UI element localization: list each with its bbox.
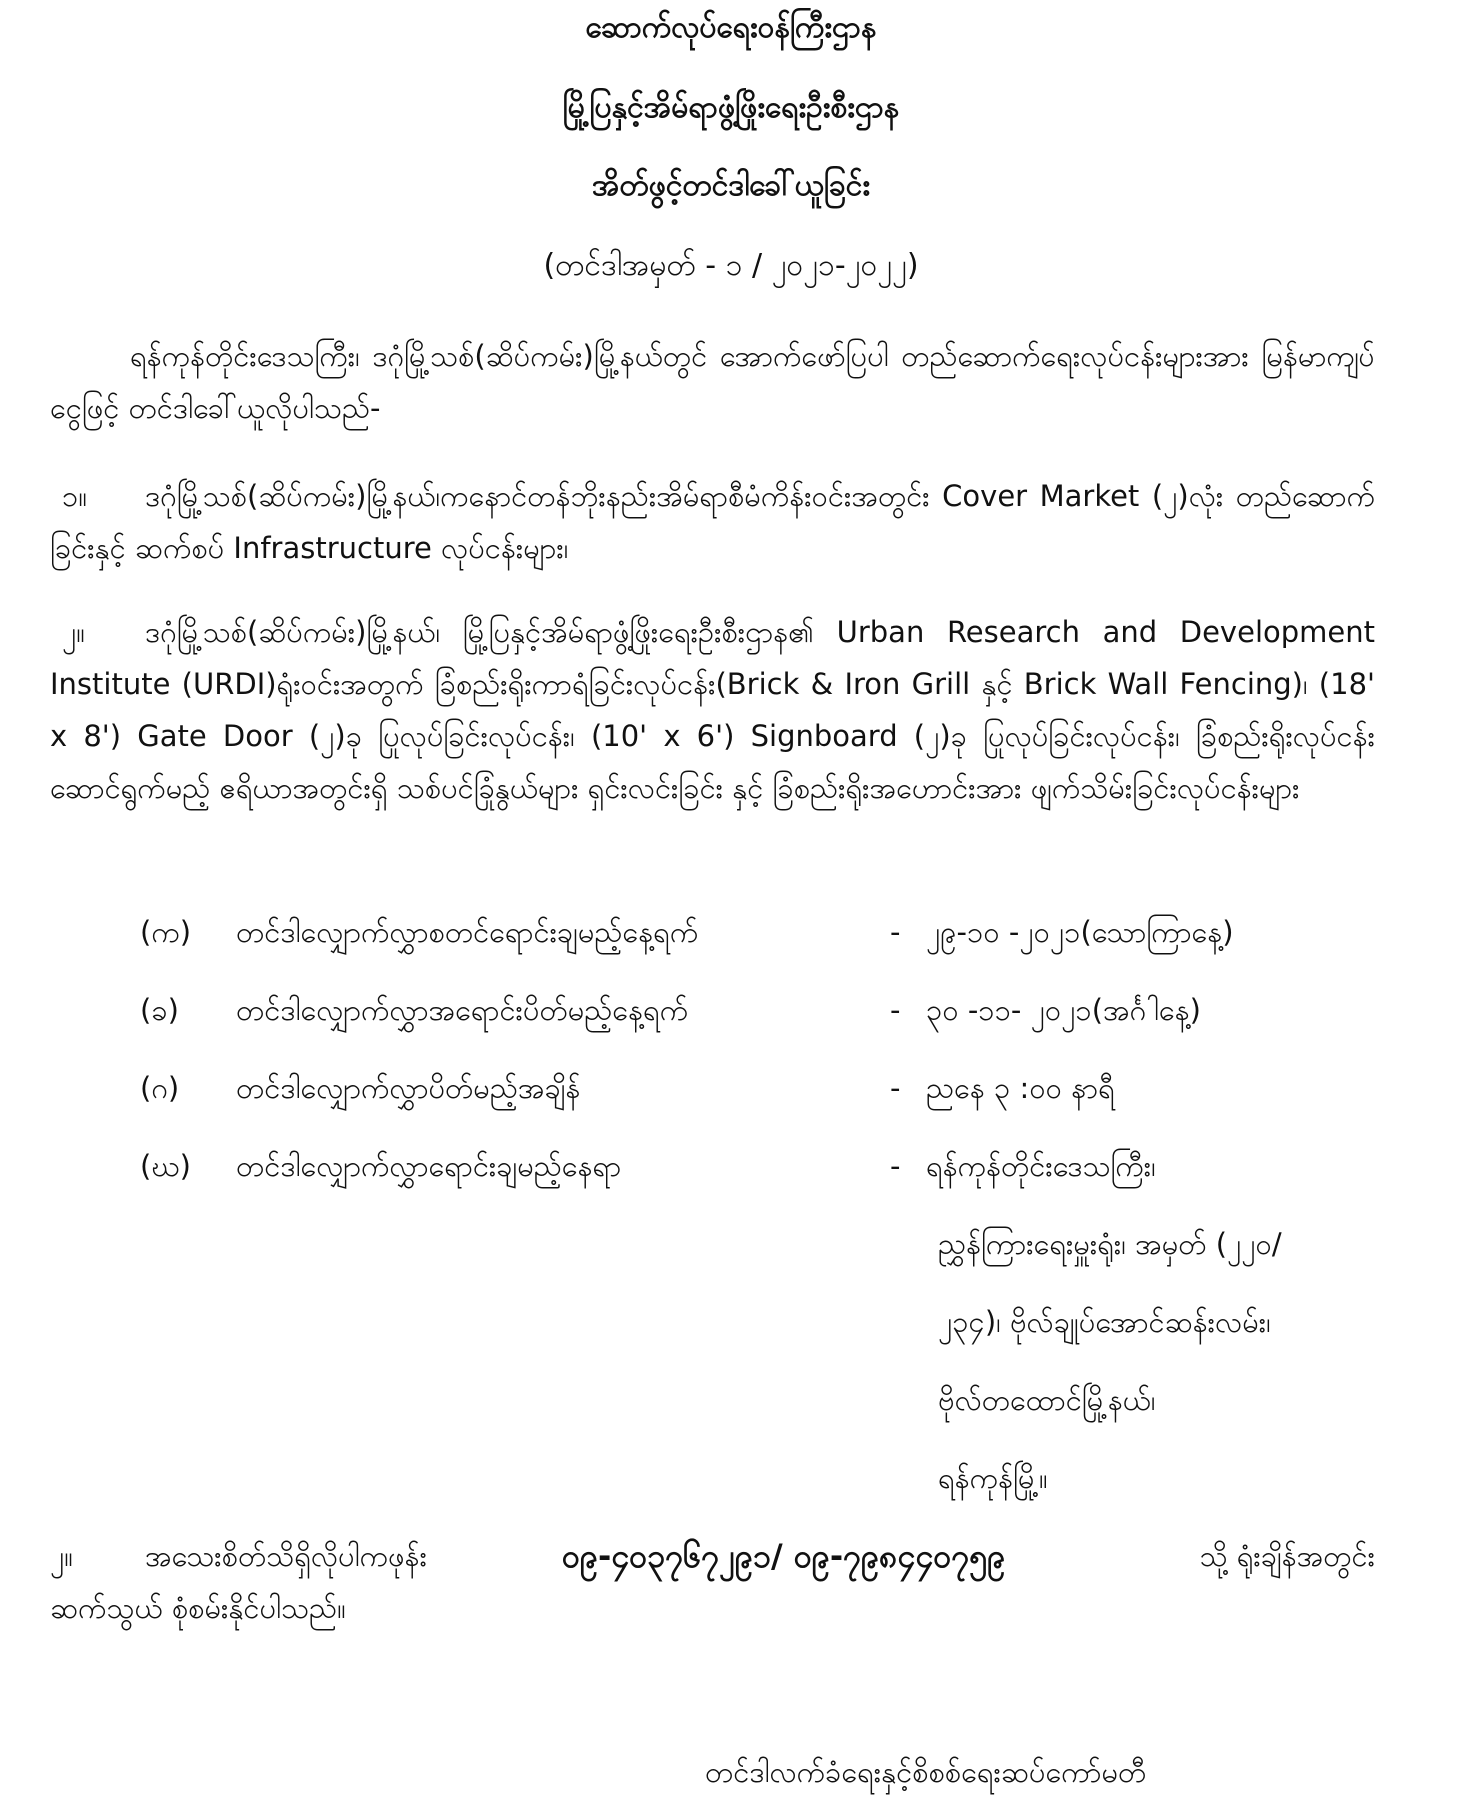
work-item-1 [50, 470, 1375, 574]
schedule-value: ညနေ ၃ :၀၀ နာရီ [926, 1071, 1115, 1105]
schedule-item-sale-place [140, 1140, 1380, 1192]
schedule-mark: (ဂ) [140, 1071, 180, 1105]
schedule-mark: (က) [140, 915, 192, 949]
work-item-number: ၁။ [62, 479, 88, 513]
schedule-value: ၂၉-၁၀ -၂၀၂၁(သောကြာနေ့) [926, 915, 1234, 949]
address-line: ၂၃၄)၊ ဗိုလ်ချုပ်အောင်ဆန်းလမ်း၊ [938, 1305, 1271, 1339]
schedule-item-close-time [140, 1062, 1380, 1114]
intro-paragraph: ရန်ကုန်တိုင်းဒေသကြီး၊ ဒဂုံမြို့သစ်(ဆိပ်ကမ်း)မြို့နယ်တွင် အောက်ဖော်ပြပါ တည်ဆောက်ရေးလုပ်ငန်းများအား မြန်မာကျပ်ငွေဖြင့် တင်ဒါခေါ်ယူလိုပါသည်- [50, 339, 1375, 425]
ministry-heading: ဆောက်လုပ်ရေးဝန်ကြီးဌာန [585, 10, 877, 45]
contact-number: ၂။ [50, 1539, 74, 1573]
contact-line-2-text: ဆက်သွယ် စုံစမ်းနိုင်ပါသည်။ [50, 1591, 346, 1625]
work-item-number: ၂။ [62, 615, 86, 649]
schedule-label: တင်ဒါလျှောက်လွှာရောင်းချမည့်နေရာ [236, 1149, 622, 1183]
department-heading: မြို့ပြနှင့်အိမ်ရာဖွံ့ဖြိုးရေးဦးစီးဌာန [562, 90, 900, 125]
contact-line-2 [50, 1582, 1375, 1634]
work-item-2 [50, 606, 1375, 814]
tender-number: (တင်ဒါအမှတ် - ၁ / ၂၀၂၁-၂၀၂၂) [543, 248, 919, 283]
schedule-dash: - [890, 993, 901, 1027]
address-line: ညွှန်ကြားရေးမှူးရုံး၊ အမှတ် (၂၂၀/ [938, 1227, 1282, 1261]
schedule-dash: - [890, 915, 901, 949]
work-item-text: ဒဂုံမြို့သစ်(ဆိပ်ကမ်း)မြို့နယ်၊ကနောင်တန်ဘိုးနည်းအိမ်ရာစီမံကိန်းဝင်းအတွင်း Cover Market (၂)လုံး တည်ဆောက်ခြင်းနှင့် ဆက်စပ် Infrastructure လုပ်ငန်းများ၊ [50, 479, 1375, 565]
schedule-dash: - [890, 1149, 901, 1183]
schedule-value: ၃၀ -၁၁- ၂၀၂၁(အင်္ဂါနေ့) [926, 993, 1201, 1027]
schedule-label: တင်ဒါလျှောက်လွှာအရောင်းပိတ်မည့်နေ့ရက် [236, 993, 689, 1027]
schedule-mark: (ဃ) [140, 1149, 191, 1183]
contact-label: အသေးစိတ်သိရှိလိုပါကဖုန်း [145, 1539, 427, 1573]
address-line: ရန်ကုန်မြို့။ [938, 1461, 1048, 1495]
schedule-label: တင်ဒါလျှောက်လွှာပိတ်မည့်အချိန် [236, 1071, 581, 1105]
schedule-label: တင်ဒါလျှောက်လွှာစတင်ရောင်းချမည့်နေ့ရက် [236, 915, 699, 949]
schedule-mark: (ခ) [140, 993, 179, 1027]
contact-paragraph [50, 1530, 1375, 1634]
address-line: ဗိုလ်တထောင်မြို့နယ်၊ [938, 1383, 1156, 1417]
phone-numbers: ၀၉-၄၀၃၇၆၇၂၉၁/ ၀၉-၇၉၈၄၄၀၇၅၉ [562, 1537, 1006, 1575]
schedule-dash: - [890, 1071, 901, 1105]
contact-line-1 [50, 1530, 1375, 1582]
notice-title: အိတ်ဖွင့်တင်ဒါခေါ်ယူခြင်း [591, 168, 871, 203]
schedule-item-sale-close [140, 984, 1380, 1036]
work-item-text: ဒဂုံမြို့သစ်(ဆိပ်ကမ်း)မြို့နယ်၊ မြို့ပြနှင့်အိမ်ရာဖွံ့ဖြိုးရေးဦးစီးဌာန၏ Urban Research and Development Institute (URDI)ရုံးဝင်းအတွက် ခြံစည်းရိုးကာရံခြင်းလုပ်ငန်း(Brick & Iron Grill နှင့် Brick Wall Fencing)၊ (18' x 8') Gate Door (၂)ခု ပြုလုပ်ခြင်းလုပ်ငန်း၊ (10' x 6') Signboard (၂)ခု ပြုလုပ်ခြင်းလုပ်ငန်း၊ ခြံစည်းရိုးလုပ်ငန်းဆောင်ရွက်မည့် ဧရိယာအတွင်းရှိ သစ်ပင်ခြုံနွယ်များ ရှင်းလင်းခြင်း နှင့် ခြံစည်းရိုးအဟောင်းအား ဖျက်သိမ်းခြင်းလုပ်ငန်းများ [50, 615, 1375, 805]
schedule-item-sale-start [140, 906, 1380, 958]
committee-signature: တင်ဒါလက်ခံရေးနှင့်စိစစ်ရေးဆပ်ကော်မတီ [705, 1755, 1147, 1789]
contact-tail: သို့ ရုံးချိန်အတွင်း [1199, 1539, 1375, 1573]
schedule-value: ရန်ကုန်တိုင်းဒေသကြီး၊ [926, 1149, 1156, 1183]
